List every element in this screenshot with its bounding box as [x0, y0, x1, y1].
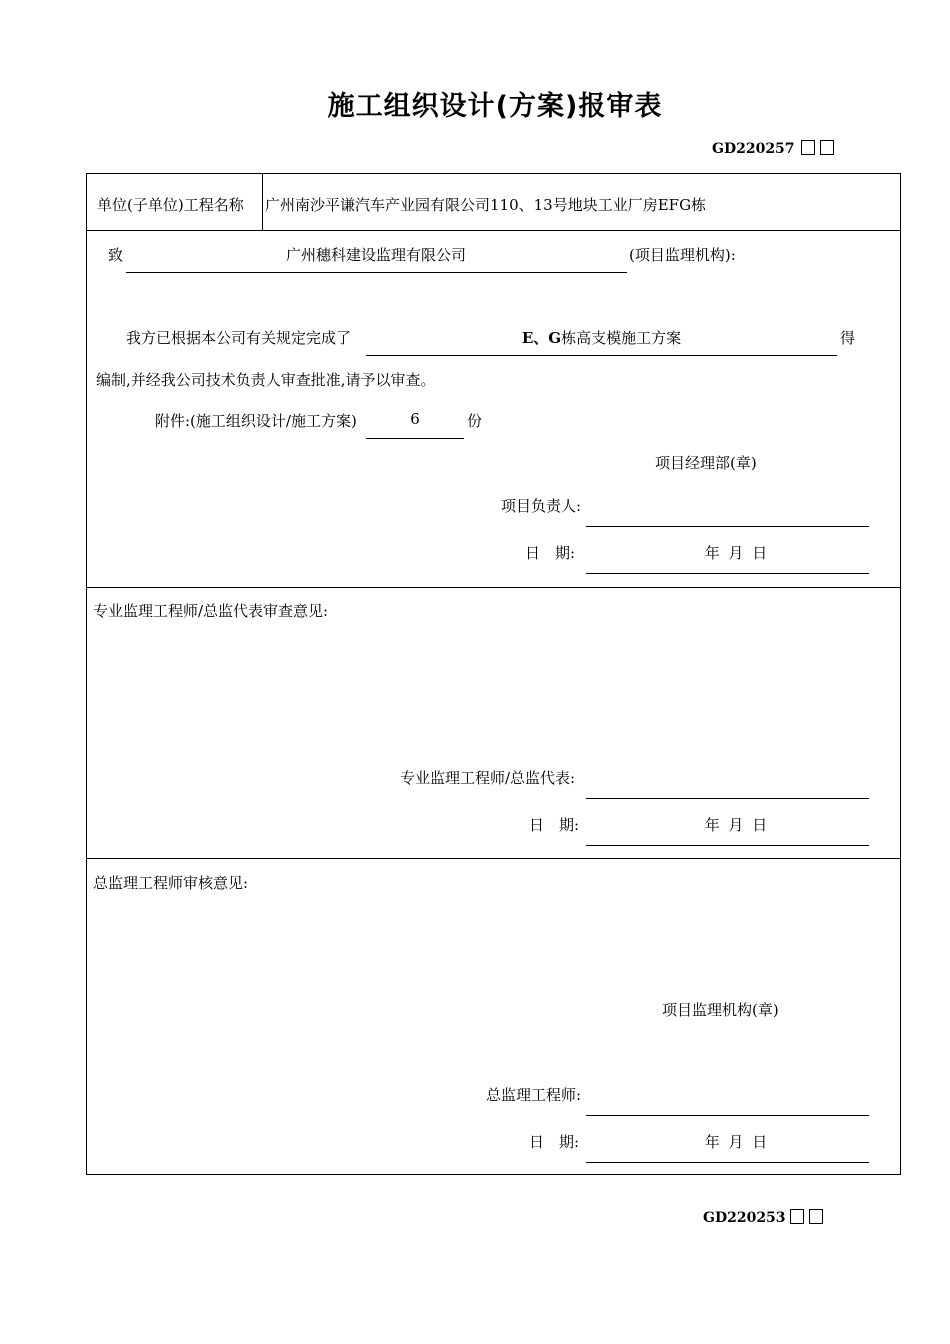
plan-name[interactable]	[366, 327, 837, 348]
project-value[interactable]: 广州南沙平谦汽车产业园有限公司110、13号地块工业厂房EFG栋	[265, 196, 707, 214]
to-organization[interactable]: 广州穗科建设监理有限公司	[285, 246, 466, 264]
chief-date-value[interactable]: 年 月 日	[704, 1133, 768, 1151]
project-divider	[262, 174, 263, 231]
form-code-bottom-text: GD220253	[703, 1210, 786, 1226]
row-divider-1	[86, 230, 901, 231]
to-suffix: (项目监理机构):	[629, 246, 736, 264]
submission-date-value[interactable]: 年 月 日	[704, 544, 768, 562]
attachment-unit: 份	[467, 412, 483, 430]
to-prefix: 致	[108, 246, 124, 264]
form-code-top	[712, 140, 834, 157]
to-underline	[126, 272, 627, 273]
submission-date-line	[586, 573, 869, 574]
statement-prefix: 我方已根据本公司有关规定完成了	[126, 329, 352, 347]
specialist-date-line	[586, 845, 869, 846]
checkbox-bottom-2[interactable]	[809, 1209, 823, 1224]
specialist-review-heading: 专业监理工程师/总监代表审查意见:	[93, 602, 329, 620]
checkbox-top-2[interactable]	[820, 140, 834, 155]
specialist-signer-label: 专业监理工程师/总监代表:	[400, 769, 576, 787]
plan-name-bold: E、G	[521, 329, 562, 347]
chief-date-label: 日 期:	[529, 1133, 580, 1151]
chief-stamp: 项目监理机构(章)	[662, 1001, 779, 1019]
checkbox-top-1[interactable]	[801, 140, 815, 155]
manager-label: 项目负责人:	[501, 497, 582, 515]
submission-date-label: 日 期:	[525, 544, 576, 562]
dept-stamp: 项目经理部(章)	[655, 454, 757, 472]
chief-date-line	[586, 1162, 869, 1163]
row-divider-2	[86, 587, 901, 588]
checkbox-bottom-1[interactable]	[790, 1209, 804, 1224]
chief-review-heading: 总监理工程师审核意见:	[93, 874, 249, 892]
specialist-date-value[interactable]: 年 月 日	[704, 816, 768, 834]
attachment-label: 附件:(施工组织设计/施工方案)	[155, 412, 357, 430]
plan-name-rest: 栋高支模施工方案	[561, 329, 682, 347]
row-divider-3	[86, 858, 901, 859]
statement-suffix: 得	[840, 329, 856, 347]
manager-signature-line[interactable]	[586, 526, 869, 527]
chief-signature-line[interactable]	[586, 1115, 869, 1116]
form-code-top-text: GD220257	[712, 141, 795, 157]
specialist-signature-line[interactable]	[586, 798, 869, 799]
chief-signer-label: 总监理工程师:	[486, 1086, 582, 1104]
form-code-bottom	[703, 1209, 823, 1226]
page-title: 施工组织设计(方案)报审表	[327, 91, 663, 122]
attachment-underline	[366, 438, 464, 439]
specialist-date-label: 日 期:	[529, 816, 580, 834]
attachment-count[interactable]: 6	[410, 410, 420, 428]
statement-line2: 编制,并经我公司技术负责人审查批准,请予以审查。	[96, 371, 436, 389]
project-label: 单位(子单位)工程名称	[97, 196, 244, 214]
plan-underline	[366, 355, 837, 356]
form-table	[86, 173, 901, 1175]
